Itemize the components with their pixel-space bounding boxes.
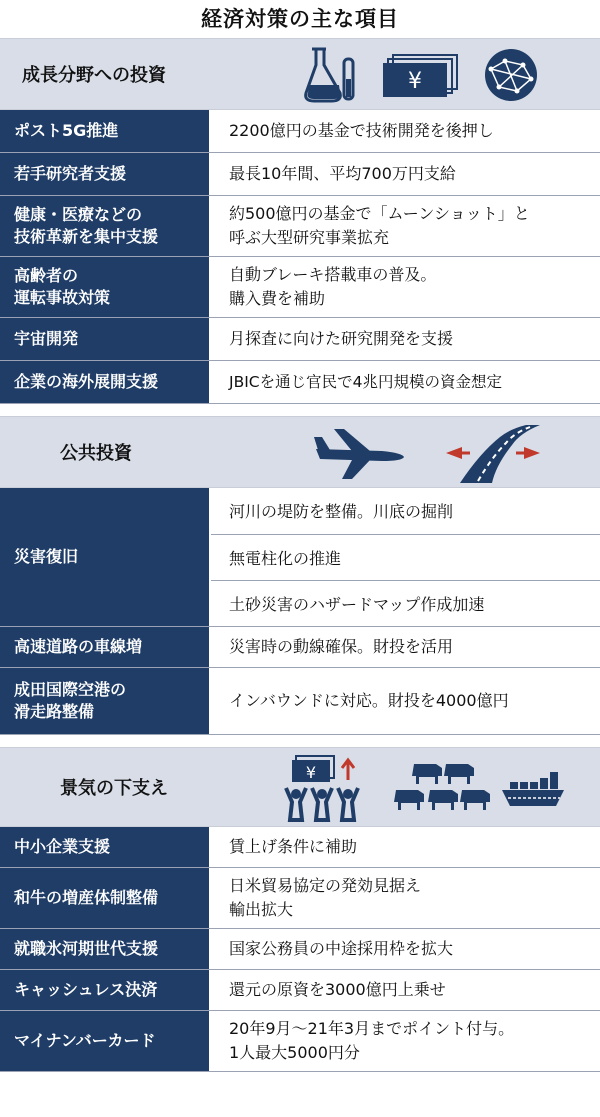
section-title: 公共投資 bbox=[60, 443, 132, 464]
section-public-investment bbox=[0, 416, 600, 735]
row-label: 和牛の増産体制整備 bbox=[0, 868, 211, 928]
section-table bbox=[0, 827, 600, 1072]
row-value: 還元の原資を3000億円上乗せ bbox=[229, 980, 446, 999]
section-header bbox=[0, 38, 600, 110]
table-row bbox=[0, 153, 600, 196]
row-value: 20年9月～21年3月までポイント付与。 1人最大5000円分 bbox=[229, 1019, 515, 1062]
row-value: 約500億円の基金で「ムーンショット」と 呼ぶ大型研究事業拡充 bbox=[229, 204, 530, 247]
highway-icon bbox=[440, 423, 544, 483]
table-row bbox=[0, 110, 600, 153]
row-value: 無電柱化の推進 bbox=[211, 535, 600, 582]
svg-text:¥: ¥ bbox=[408, 69, 422, 94]
table-row bbox=[0, 827, 600, 868]
table-row bbox=[0, 627, 600, 668]
table-row bbox=[0, 196, 600, 257]
row-value: 最長10年間、平均700万円支給 bbox=[229, 164, 456, 183]
row-value: 2200億円の基金で技術開発を後押し bbox=[229, 121, 494, 140]
row-value: 自動ブレーキ搭載車の普及。 購入費を補助 bbox=[229, 265, 437, 308]
row-label: キャッシュレス決済 bbox=[0, 970, 211, 1010]
table-row bbox=[0, 929, 600, 970]
row-value: 月探査に向けた研究開発を支援 bbox=[229, 329, 454, 348]
section-title: 景気の下支え bbox=[60, 778, 168, 799]
wage-support-icon bbox=[282, 754, 364, 822]
globe-network-icon bbox=[483, 47, 539, 103]
page-title: 経済対策の主な項目 bbox=[201, 7, 399, 31]
row-label: 就職氷河期世代支援 bbox=[0, 929, 211, 969]
table-row bbox=[0, 868, 600, 929]
section-table bbox=[0, 110, 600, 404]
svg-text:¥: ¥ bbox=[305, 763, 317, 782]
section-table bbox=[0, 488, 600, 735]
row-values bbox=[211, 488, 600, 626]
row-label: マイナンバーカード bbox=[0, 1011, 211, 1071]
row-label: 高速道路の車線増 bbox=[0, 627, 211, 667]
section-title: 成長分野への投資 bbox=[22, 65, 166, 86]
row-value: 河川の堤防を整備。川底の掘削 bbox=[211, 488, 600, 535]
table-row bbox=[0, 318, 600, 361]
row-value: 土砂災害のハザードマップ作成加速 bbox=[229, 595, 485, 615]
row-label: 企業の海外展開支援 bbox=[0, 361, 211, 403]
row-value: 災害時の動線確保。財投を活用 bbox=[229, 637, 454, 656]
row-value: 賃上げ条件に補助 bbox=[229, 837, 358, 856]
section-header bbox=[0, 747, 600, 827]
row-label: 宇宙開発 bbox=[0, 318, 211, 360]
yen-bills-icon bbox=[383, 53, 461, 99]
row-label: ポスト5G推進 bbox=[0, 110, 211, 152]
cargo-ship-icon bbox=[500, 768, 566, 808]
table-row bbox=[0, 488, 600, 627]
table-row bbox=[0, 970, 600, 1011]
table-row bbox=[0, 361, 600, 403]
airplane-icon bbox=[312, 427, 408, 481]
section-header bbox=[0, 416, 600, 488]
row-label: 成田国際空港の 滑走路整備 bbox=[0, 668, 211, 734]
flask-icon bbox=[300, 45, 360, 105]
section-economic-support bbox=[0, 747, 600, 1072]
table-row bbox=[0, 257, 600, 318]
row-value: 日米貿易協定の発効見据え 輸出拡大 bbox=[229, 876, 422, 919]
section-growth-investment bbox=[0, 38, 600, 404]
row-value: JBICを通じ官民で4兆円規模の資金想定 bbox=[229, 373, 502, 391]
row-label: 中小企業支援 bbox=[0, 827, 211, 867]
row-value: 国家公務員の中途採用枠を拡大 bbox=[229, 939, 454, 958]
cattle-icon bbox=[394, 760, 494, 816]
row-label: 健康・医療などの 技術革新を集中支援 bbox=[0, 196, 211, 256]
table-row bbox=[0, 1011, 600, 1071]
row-label: 高齢者の 運転事故対策 bbox=[0, 257, 211, 317]
row-value: インバウンドに対応。財投を4000億円 bbox=[229, 691, 509, 710]
row-label: 災害復旧 bbox=[0, 488, 211, 626]
row-label: 若手研究者支援 bbox=[0, 153, 211, 195]
table-row bbox=[0, 668, 600, 734]
